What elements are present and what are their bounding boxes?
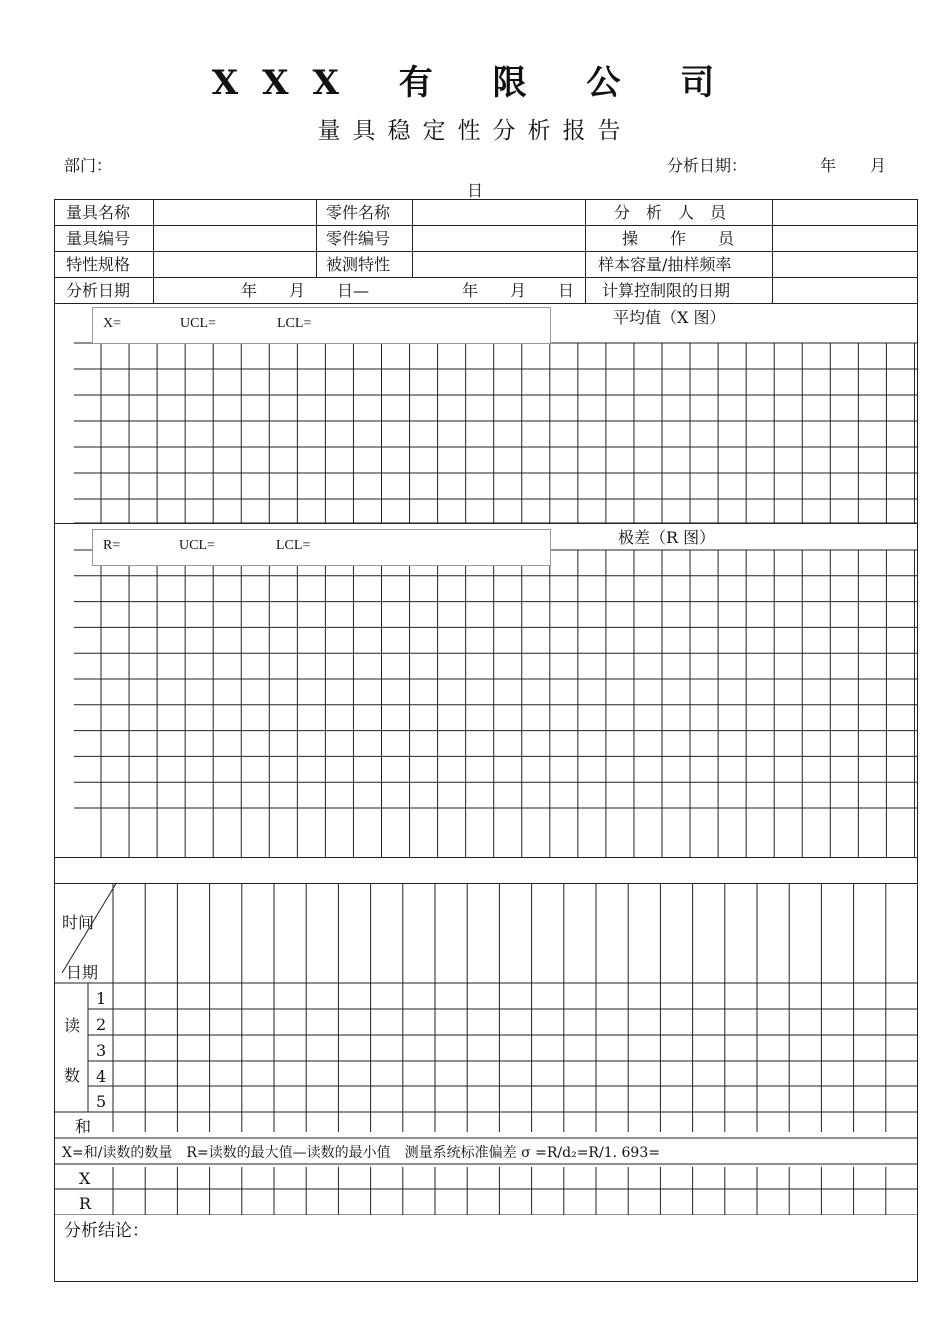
report-title: 量具稳定性分析报告 — [317, 118, 633, 144]
section-divider — [54, 857, 918, 858]
control-limit-date-label: 计算控制限的日期 — [602, 281, 731, 300]
reading-row-4: 4 — [96, 1067, 107, 1086]
date-label: 日期 — [66, 963, 99, 982]
date-range-end: 年 月 日 — [462, 281, 575, 300]
info-col-line — [772, 199, 773, 303]
readings-label-bottom: 数 — [64, 1066, 81, 1085]
date-year-label: 年 — [820, 156, 837, 175]
xbar-chart-title: 平均值（X 图） — [613, 308, 726, 327]
analyst-label: 分 析 人 员 — [614, 203, 727, 222]
xbar-lcl-label: LCL= — [277, 316, 312, 331]
reading-row-5: 5 — [96, 1092, 107, 1111]
analysis-date-field-label: 分析日期 — [66, 281, 131, 300]
analysis-date-label: 分析日期： — [667, 156, 748, 175]
info-col-line — [412, 199, 413, 277]
sample-size-label: 样本容量/抽样频率 — [598, 255, 732, 274]
info-row-line — [54, 251, 918, 252]
info-row-line — [54, 225, 918, 226]
sum-label: 和 — [75, 1117, 92, 1136]
info-col-line — [316, 199, 317, 277]
dept-label: 部门： — [64, 156, 113, 175]
range-legend — [92, 529, 551, 566]
range-ucl-label: UCL= — [179, 538, 215, 553]
xbar-x-label: X= — [103, 316, 122, 331]
date-day-label: 日 — [467, 181, 484, 200]
measured-char-label: 被测特性 — [326, 255, 391, 274]
part-no-label: 零件编号 — [326, 229, 391, 248]
r-row-label: R — [79, 1194, 92, 1213]
xbar-legend — [92, 307, 551, 344]
operator-label: 操 作 员 — [622, 229, 735, 248]
x-row-label: X — [79, 1169, 91, 1188]
readings-table-grid — [54, 883, 918, 1215]
company-title: XXX 有 限 公 司 — [211, 63, 739, 103]
info-col-line — [585, 199, 586, 303]
reading-row-1: 1 — [96, 989, 107, 1008]
range-r-label: R= — [103, 538, 121, 553]
reading-row-2: 2 — [96, 1015, 107, 1034]
reading-row-3: 3 — [96, 1041, 107, 1060]
conclusion-label: 分析结论： — [64, 1221, 149, 1241]
readings-label-top: 读 — [64, 1016, 81, 1035]
formula-note: X=和/读数的数量 R=读数的最大值—读数的最小值 测量系统标准偏差 σ =R/d₂=R/1. 693= — [62, 1145, 660, 1161]
xbar-ucl-label: UCL= — [180, 316, 216, 331]
gauge-no-label: 量具编号 — [66, 229, 131, 248]
info-col-line — [153, 199, 154, 303]
part-name-label: 零件名称 — [326, 203, 391, 222]
gauge-name-label: 量具名称 — [66, 203, 131, 222]
date-range-start: 年 月 日— — [241, 281, 370, 300]
spec-label: 特性规格 — [66, 255, 131, 274]
date-month-label: 月 — [870, 156, 887, 175]
range-lcl-label: LCL= — [276, 538, 311, 553]
time-label: 时间 — [62, 913, 95, 932]
range-chart-grid — [54, 523, 918, 857]
info-row-line — [54, 277, 918, 278]
range-chart-title: 极差（R 图） — [618, 528, 716, 547]
